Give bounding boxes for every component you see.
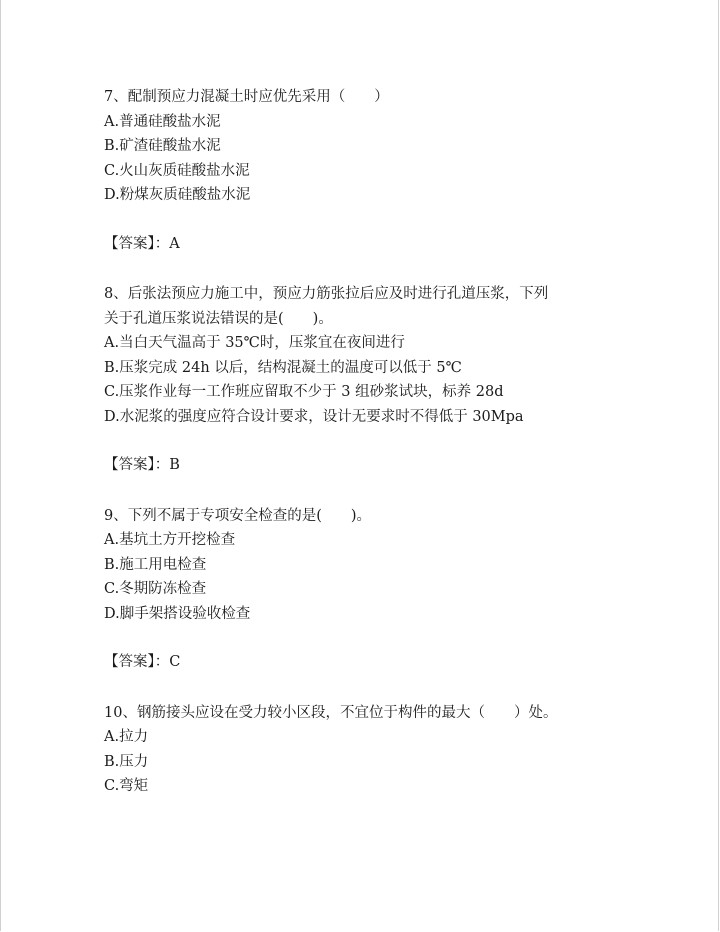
question-stem-continued: 关于孔道压浆说法错误的是( )。 bbox=[104, 310, 333, 327]
option-a: A.基坑土方开挖检查 bbox=[104, 532, 236, 548]
question-10 bbox=[104, 701, 704, 799]
option-d: D.粉煤灰质硅酸盐水泥 bbox=[104, 187, 251, 203]
option-a: A.普通硅酸盐水泥 bbox=[104, 113, 221, 130]
document-content bbox=[104, 85, 704, 799]
option-b: B.矿渣硅酸盐水泥 bbox=[104, 138, 221, 154]
question-9 bbox=[104, 504, 704, 627]
option-c: C.冬期防冻检查 bbox=[104, 581, 207, 597]
question-stem: 7、配制预应力混凝土时应优先采用（ ） bbox=[104, 89, 389, 105]
question-stem: 10、钢筋接头应设在受力较小区段，不宜位于构件的最大（ ）处。 bbox=[104, 704, 558, 721]
option-b: B.压力 bbox=[104, 753, 149, 770]
answer-9: 【答案】：C bbox=[104, 654, 181, 670]
option-a: A.拉力 bbox=[104, 729, 149, 745]
option-c: C.压浆作业每一工作班应留取不少于 3 组砂浆试块，标养 28d bbox=[104, 384, 504, 400]
option-a: A.当白天气温高于 35℃时，压浆宜在夜间进行 bbox=[104, 335, 405, 351]
answer-7: 【答案】：A bbox=[104, 235, 180, 252]
option-b: B.施工用电检查 bbox=[104, 556, 207, 573]
question-8 bbox=[104, 282, 704, 429]
question-7 bbox=[104, 85, 704, 208]
option-c: C.弯矩 bbox=[104, 778, 149, 794]
option-d: D.水泥浆的强度应符合设计要求，设计无要求时不得低于 30Mpa bbox=[104, 408, 524, 425]
option-d: D.脚手架搭设验收检查 bbox=[104, 605, 251, 622]
answer-8: 【答案】：B bbox=[104, 457, 180, 473]
question-stem: 9、下列不属于专项安全检查的是( )。 bbox=[104, 507, 372, 524]
option-b: B.压浆完成 24h 以后，结构混凝土的温度可以低于 5℃ bbox=[104, 359, 462, 376]
question-stem: 8、后张法预应力施工中，预应力筋张拉后应及时进行孔道压浆，下列 bbox=[104, 286, 549, 302]
option-c: C.火山灰质硅酸盐水泥 bbox=[104, 162, 250, 179]
